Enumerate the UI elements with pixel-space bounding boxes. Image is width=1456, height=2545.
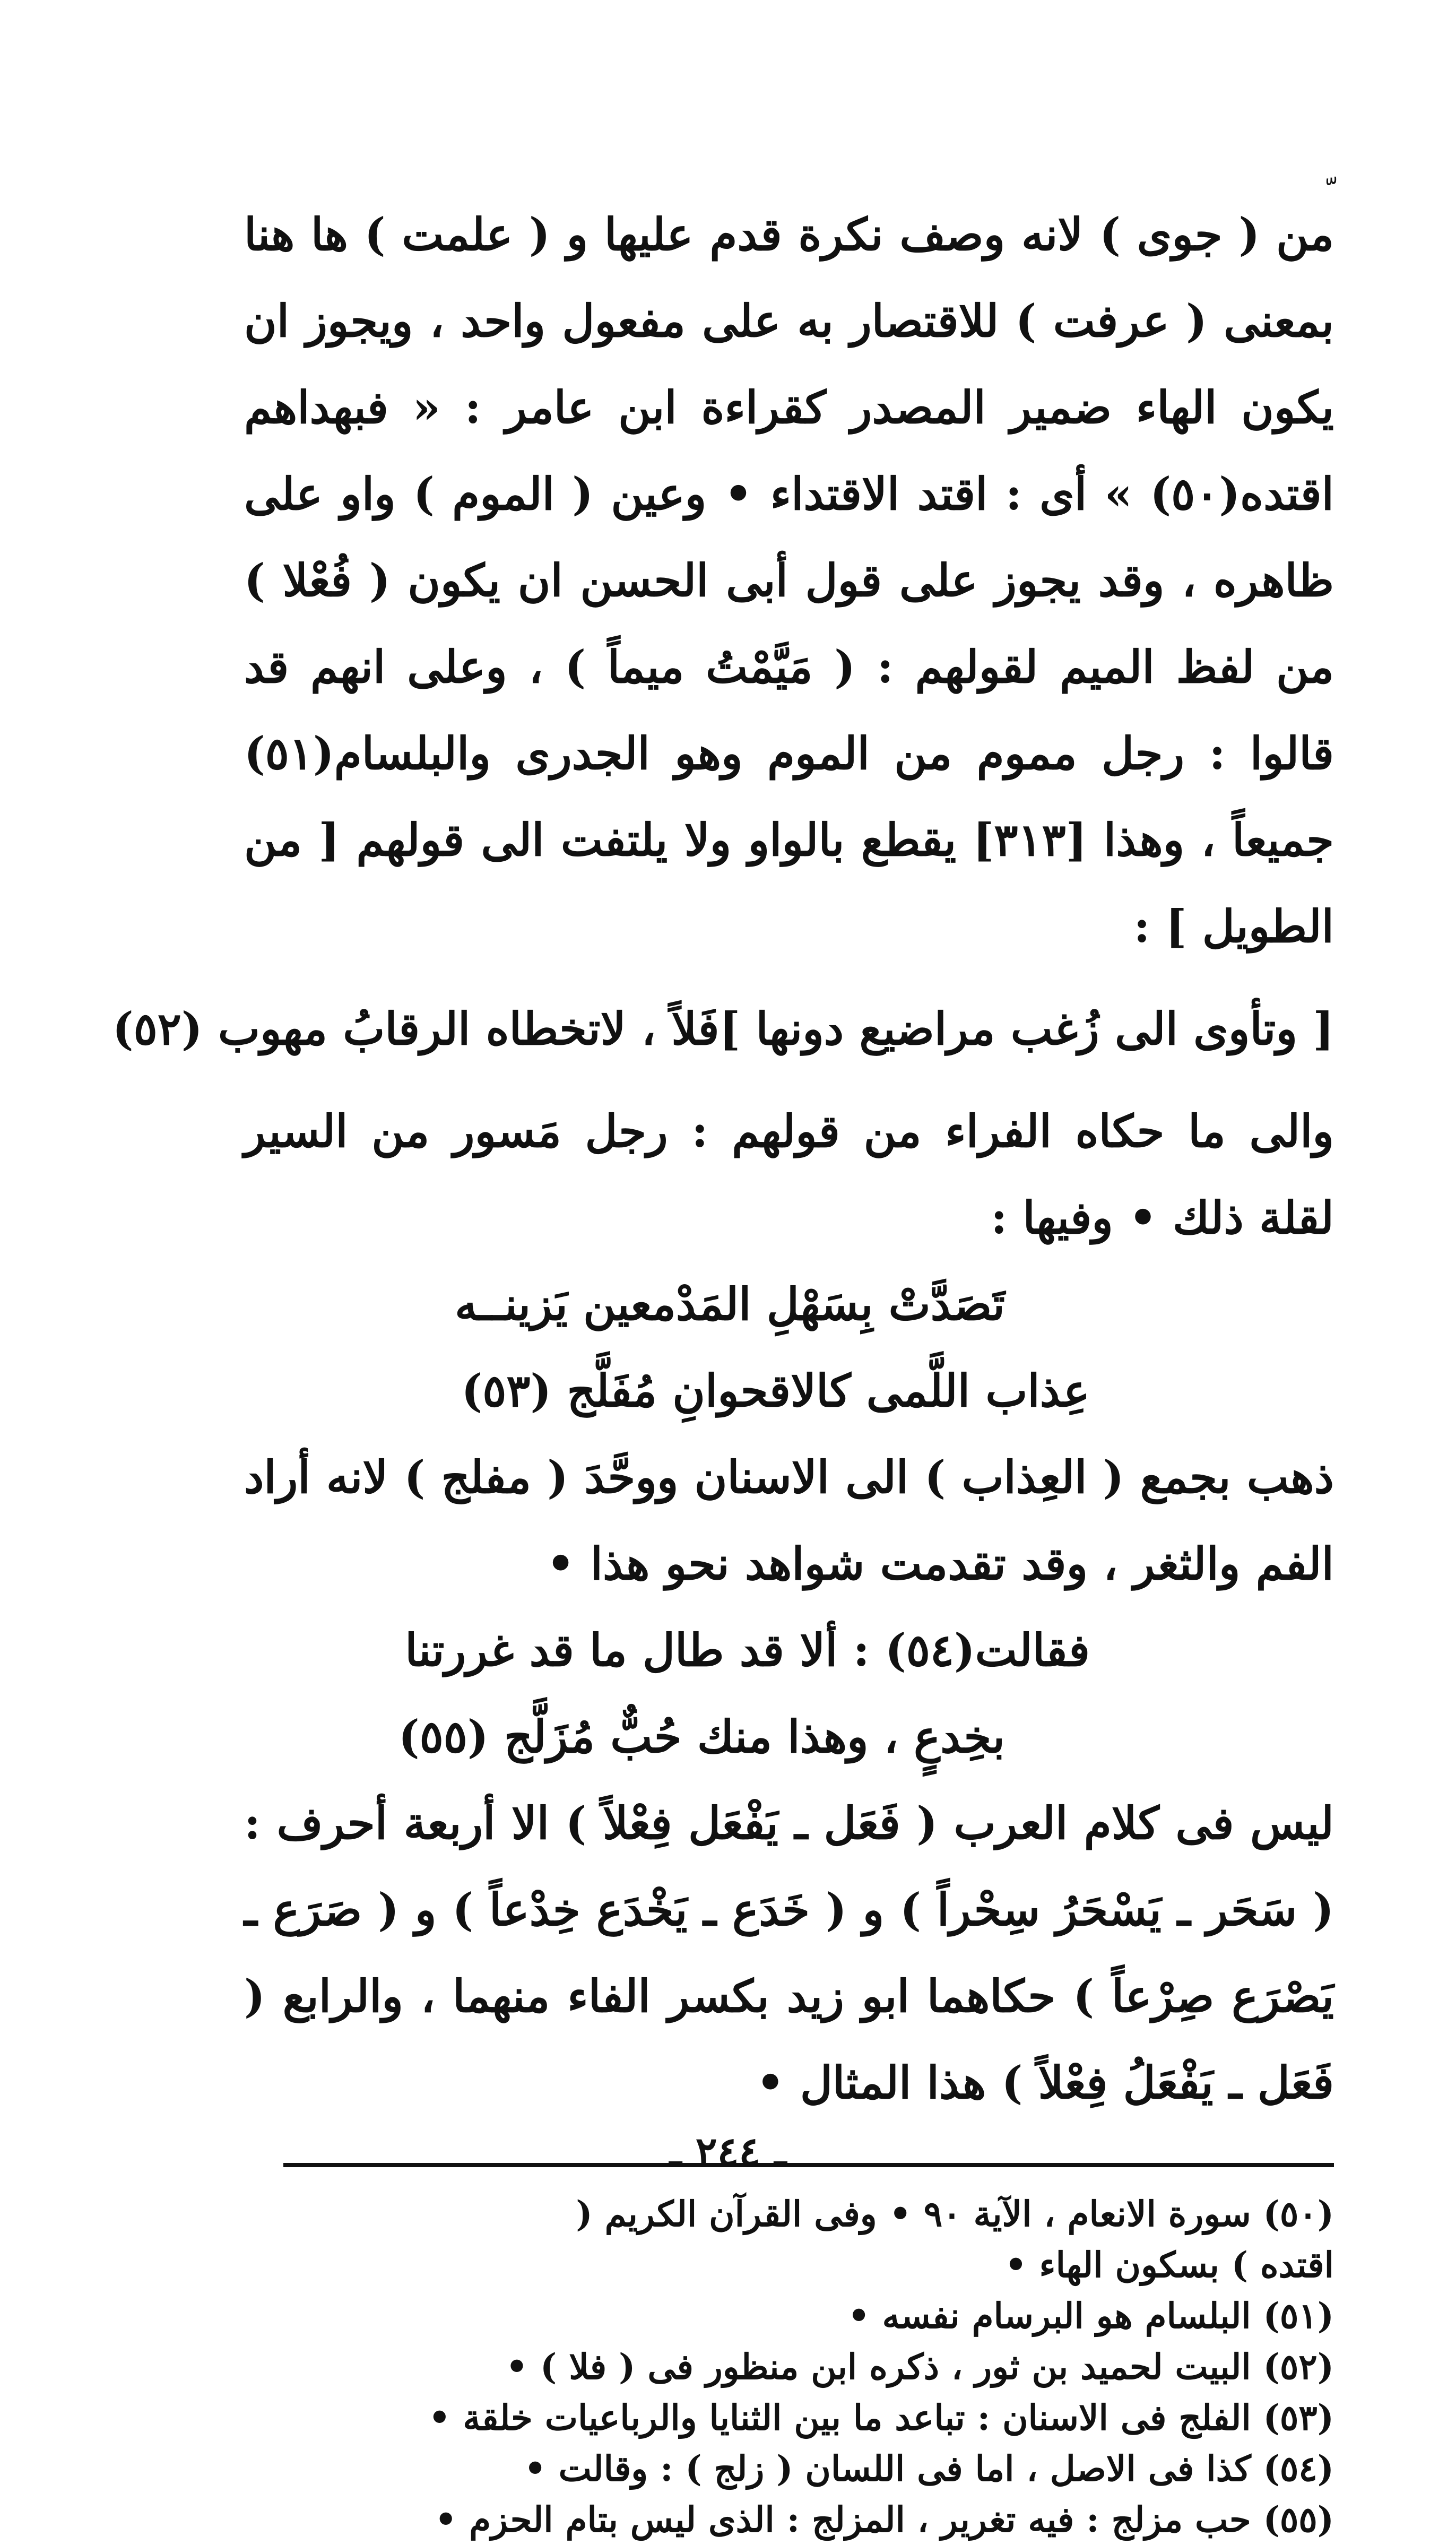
page-number: ـ ٢٤٤ ـ	[670, 2128, 786, 2175]
verse-2-line-2: عِذاب اللَّمى كالاقحوانِ مُفَلَّج (٥٣)	[461, 1364, 1090, 1417]
footnote-51: (٥١) البلسام هو البرسام نفسه •	[847, 2295, 1334, 2336]
verse-1-first-hemistich: [ وتأوى الى زُغب مراضيع دونها ]	[719, 1002, 1334, 1055]
verse-1-second-hemistich: فَلاً ، لاتخطاه الرقابُ مهوب (٥٢)	[112, 1002, 720, 1055]
verse-3-line-1: فقالت(٥٤) : ألا قد طال ما قد غررتنا	[405, 1624, 1090, 1676]
paragraph-3: ذهب بجمع ( العِذاب ) الى الاسنان ووحَّدَ ( مفلج ) لانه أراد الفم والثغر ، وقد تقدمت شواهد نحو هذا •	[244, 1451, 1334, 1590]
main-text	[112, 191, 1334, 2126]
paragraph-4: ليس فى كلام العرب ( فَعَل ـ يَفْعَل فِعْلاً ) الا أربعة أحرف : ( سَحَر ـ يَسْحَرُ سِحْراً ) و ( خَدَع ـ يَخْدَع خِدْعاً ) و ( صَرَع ـ يَصْرَع صِرْعاً ) حكاهما ابو زيد بكسر الفاء منهما ، والرابع ( فَعَل ـ يَفْعَلُ فِعْلاً ) هذا المثال •	[244, 1797, 1334, 2109]
footnote-54: (٥٤) كذا فى الاصل ، اما فى اللسان ( زلج ) : وقالت •	[524, 2448, 1334, 2489]
footnote-53: (٥٣) الفلج فى الاسنان : تباعد ما بين الثنايا والرباعيات خلقة •	[428, 2397, 1334, 2438]
verse-2	[244, 1261, 1334, 1434]
footnote-55: (٥٥) حب مزلج : فيه تغرير ، المزلج : الذى ليس بتام الحزم •	[435, 2499, 1334, 2540]
paragraph-1: من ( جوى ) لانه وصف نكرة قدم عليها و ( علمت ) ها هنا بمعنى ( عرفت ) للاقتصار به على مفعول واحد ، ويجوز ان يكون الهاء ضمير المصدر كقراءة ابن عامر : « فبهداهم اقتده(٥٠) » أى : اقتد الاقتداء • وعين ( الموم ) واو على ظاهره ، وقد يجوز على قول أبى الحسن ان يكون ( فُعْلا ) من لفظ الميم لقولهم : ( مَيَّمْتُ ميماً ) ، وعلى انهم قد قالوا : رجل مموم من الموم وهو الجدرى والبلسام(٥١) جميعاً ، وهذا [٣١٣] يقطع بالواو ولا يلتفت الى قولهم [ من الطويل ] :	[244, 208, 1334, 953]
footnote-52: (٥٢) البيت لحميد بن ثور ، ذكره ابن منظور فى ( فلا ) •	[505, 2346, 1334, 2387]
paragraph-2: والى ما حكاه الفراء من قولهم : رجل مَسور من السير لقلة ذلك • وفيها :	[244, 1105, 1334, 1244]
verse-2-line-1: تَصَدَّتْ بِسَهْلِ المَدْمعين يَزينــه	[455, 1278, 1005, 1330]
verse-3-line-2: بخِدعٍ ، وهذا منك حُبٌّ مُزَلَّج (٥٥)	[398, 1710, 1005, 1763]
verse-1	[112, 985, 1334, 1072]
verse-3	[244, 1607, 1334, 1780]
footnotes	[244, 2188, 1334, 2545]
footnote-50: (٥٠) سورة الانعام ، الآية ٩٠ • وفى القرآن الكريم ( اقتده ) بسكون الهاء •	[576, 2193, 1334, 2286]
